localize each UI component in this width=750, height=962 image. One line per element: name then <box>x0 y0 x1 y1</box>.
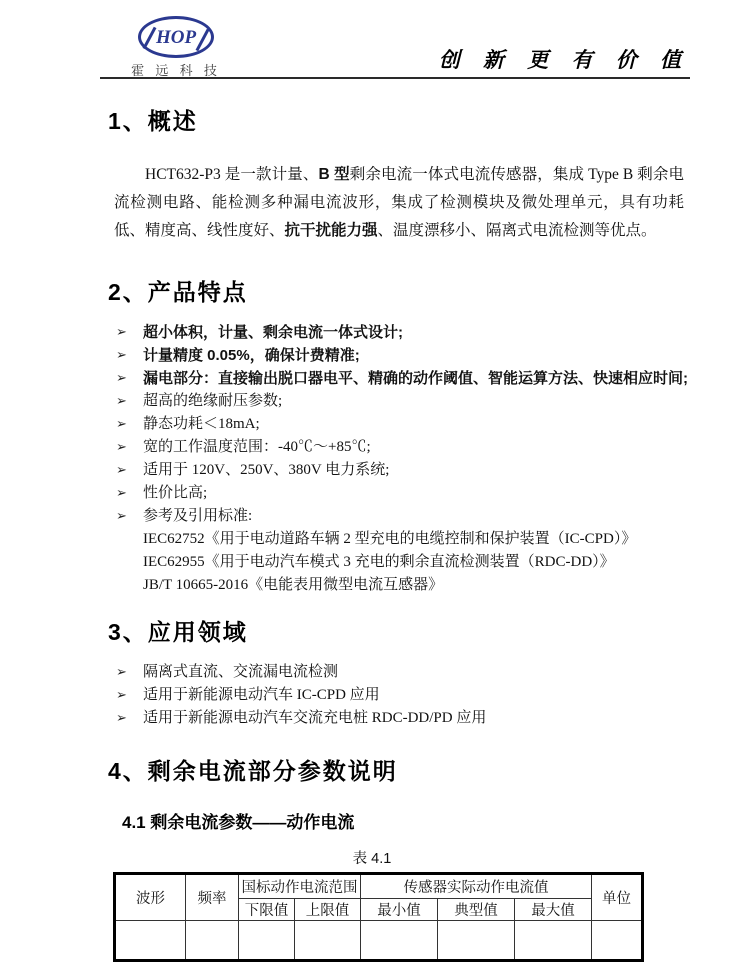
header-sensor-actual: 传感器实际动作电流值 <box>361 874 592 899</box>
application-text: 适用于新能源电动汽车交流充电桩 RDC-DD/PD 应用 <box>143 710 487 726</box>
standard-reference-item <box>116 551 692 574</box>
feature-item <box>116 367 692 390</box>
header-unit: 单位 <box>592 874 643 921</box>
feature-item <box>116 436 692 459</box>
feature-text: 超高的绝缘耐压参数; <box>143 393 283 409</box>
arrow-bullet-icon: ➢ <box>116 325 127 340</box>
company-name: 霍 远 科 技 <box>131 63 221 78</box>
feature-text: 参考及引用标准: <box>143 508 253 524</box>
paragraph-segment: 、温度漂移小、隔离式电流检测等优点。 <box>377 222 657 239</box>
logo-slash-left-icon <box>143 27 157 50</box>
table-cell <box>295 921 361 961</box>
paragraph-segment: 抗干扰能力强 <box>284 222 378 239</box>
features-list <box>108 321 692 597</box>
arrow-bullet-icon: ➢ <box>116 417 127 432</box>
overview-paragraph <box>108 161 684 245</box>
standard-reference-text: IEC62752《用于电动道路车辆 2 型充电的电缆控制和保护装置（IC-CPD）》 <box>143 531 637 547</box>
feature-item <box>116 321 692 344</box>
table-row <box>115 921 643 961</box>
header-typical-value: 典型值 <box>438 899 515 921</box>
table-cell <box>115 921 186 961</box>
feature-item <box>116 482 692 505</box>
application-text: 适用于新能源电动汽车 IC-CPD 应用 <box>143 687 380 703</box>
logo-text: HOP <box>155 26 197 48</box>
application-text: 隔离式直流、交流漏电流检测 <box>143 664 339 680</box>
header-lower-limit: 下限值 <box>239 899 295 921</box>
feature-text: 性价比高; <box>143 485 208 501</box>
bullet-spacer <box>116 574 143 597</box>
standard-reference-text: IEC62955《用于电动汽车模式 3 充电的剩余直流检测装置（RDC-DD）》 <box>143 554 615 570</box>
arrow-bullet-icon: ➢ <box>116 688 127 703</box>
logo-ellipse-icon <box>138 16 214 58</box>
arrow-bullet-icon: ➢ <box>116 371 127 386</box>
feature-text: 漏电部分：直接输出脱口器电平、精确的动作阈值、智能运算方法、快速相应时间; <box>143 370 688 387</box>
feature-item <box>116 344 692 367</box>
arrow-bullet-icon: ➢ <box>116 348 127 363</box>
application-item <box>116 661 692 684</box>
header-upper-limit: 上限值 <box>295 899 361 921</box>
table-cell <box>239 921 295 961</box>
application-item <box>116 707 692 730</box>
page-header <box>100 0 690 79</box>
application-item <box>116 684 692 707</box>
arrow-bullet-icon: ➢ <box>116 486 127 501</box>
table-cell <box>515 921 592 961</box>
table-cell <box>186 921 239 961</box>
feature-text: 计量精度 0.05%，确保计费精准; <box>143 347 360 364</box>
section-3-title: 3、应用领域 <box>108 619 248 645</box>
section-1-title: 1、概述 <box>108 108 198 134</box>
feature-text: 宽的工作温度范围：-40℃～+85℃; <box>143 439 371 455</box>
arrow-bullet-icon: ➢ <box>116 394 127 409</box>
header-max-value: 最大值 <box>515 899 592 921</box>
paragraph-segment: HCT632-P3 是一款计量、 <box>145 166 319 183</box>
header-min-value: 最小值 <box>361 899 438 921</box>
paragraph-segment: 剩余电流一体式电流传感器，集成 Type B 剩余电流检测电路、能检测多种漏电流波形，集成了检测模块及微处理单元，具有功耗低、精度高、线性度好、 <box>114 166 684 239</box>
arrow-bullet-icon: ➢ <box>116 440 127 455</box>
header-national-range: 国标动作电流范围 <box>239 874 361 899</box>
table-caption: 表 4.1 <box>352 851 392 867</box>
bullet-spacer <box>116 551 143 574</box>
company-slogan: 创 新 更 有 价 值 <box>438 48 690 72</box>
feature-text: 适用于 120V、250V、380V 电力系统; <box>143 462 390 478</box>
feature-item <box>116 459 692 482</box>
subsection-4-1-title: 4.1 剩余电流参数——动作电流 <box>122 813 355 832</box>
arrow-bullet-icon: ➢ <box>116 509 127 524</box>
standard-reference-item <box>116 528 692 551</box>
header-frequency: 频率 <box>186 874 239 921</box>
paragraph-segment: B 型 <box>318 166 350 183</box>
section-2-title: 2、产品特点 <box>108 279 248 305</box>
table-cell <box>592 921 643 961</box>
section-4-title: 4、剩余电流部分参数说明 <box>108 758 398 784</box>
standard-reference-text: JB/T 10665-2016《电能表用微型电流互感器》 <box>143 577 444 593</box>
applications-list <box>108 661 692 730</box>
feature-item <box>116 413 692 436</box>
bullet-spacer <box>116 528 143 551</box>
header-waveform: 波形 <box>115 874 186 921</box>
feature-item <box>116 390 692 413</box>
arrow-bullet-icon: ➢ <box>116 711 127 726</box>
arrow-bullet-icon: ➢ <box>116 665 127 680</box>
company-logo <box>126 16 226 79</box>
feature-text: 静态功耗＜18mA; <box>143 416 260 432</box>
logo-slash-right-icon <box>196 29 210 52</box>
feature-item <box>116 505 692 528</box>
document-body <box>108 106 692 962</box>
feature-text: 超小体积，计量、剩余电流一体式设计; <box>143 324 403 341</box>
standard-reference-item <box>116 574 692 597</box>
table-cell <box>361 921 438 961</box>
arrow-bullet-icon: ➢ <box>116 463 127 478</box>
residual-current-table <box>113 872 644 962</box>
table-cell <box>438 921 515 961</box>
